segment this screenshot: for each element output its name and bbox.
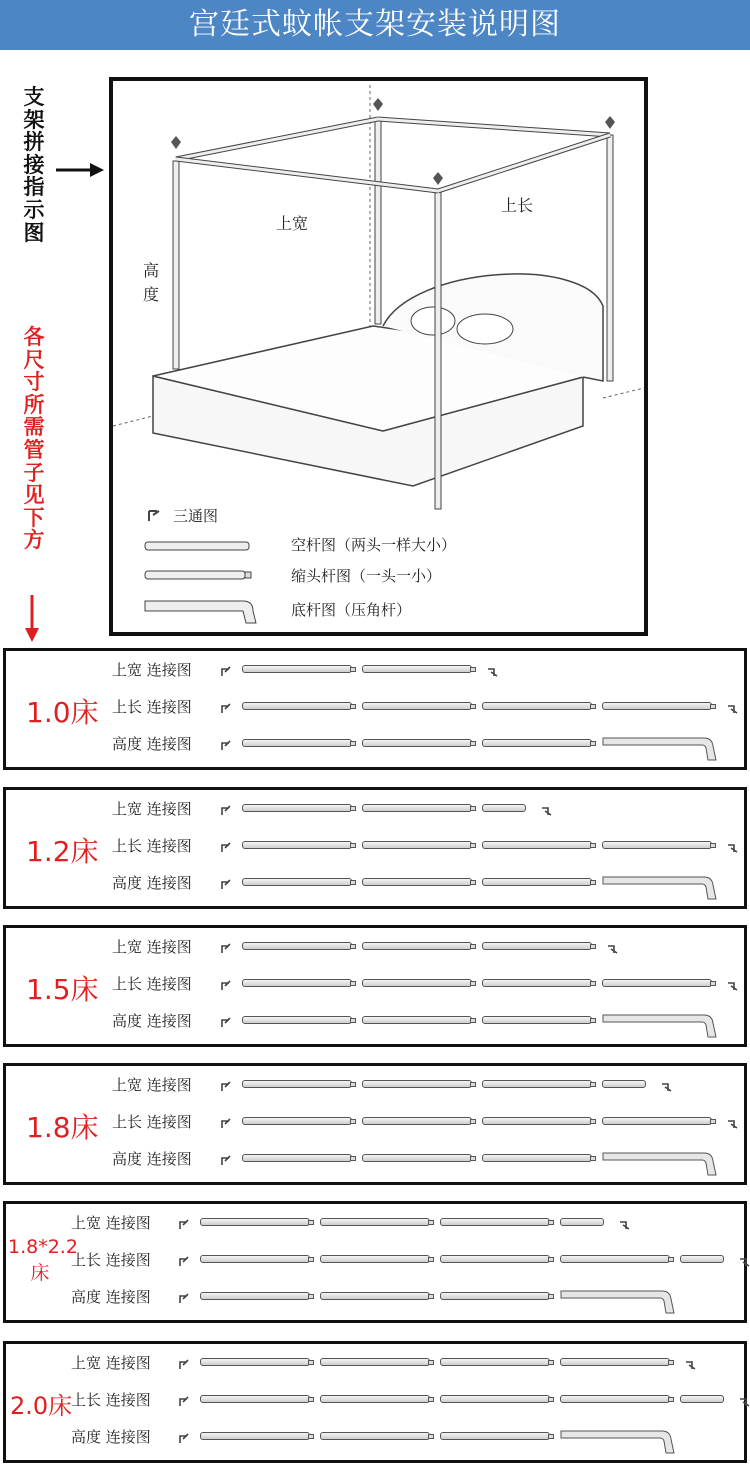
tube-tip <box>350 1119 356 1124</box>
tee-connector-icon <box>178 1216 190 1228</box>
plain-tube <box>482 739 592 747</box>
row-label-top-length: 上长 连接图 <box>71 1251 151 1269</box>
tee-icon <box>149 511 159 521</box>
tee-connector-icon <box>220 737 232 749</box>
row-label-top-width: 上宽 连接图 <box>112 661 192 679</box>
tube-tip <box>668 1257 674 1262</box>
plain-tube <box>362 1016 472 1024</box>
bottom-tube-icon <box>145 601 256 623</box>
tee-connector-icon <box>220 1152 232 1164</box>
plain-tube <box>362 841 472 849</box>
corner-connector-icon <box>726 839 738 851</box>
tube-tip <box>548 1397 554 1402</box>
tube-tip <box>350 843 356 848</box>
tube-tip <box>548 1257 554 1262</box>
row-label-height: 高度 连接图 <box>112 735 192 753</box>
tube-tip <box>428 1294 434 1299</box>
plain-tube <box>560 1395 670 1403</box>
header-banner <box>0 0 750 50</box>
tube-tip <box>350 667 356 672</box>
plain-tube <box>362 1154 472 1162</box>
label-top-width: 上宽 <box>276 214 309 233</box>
plain-tube <box>200 1292 310 1300</box>
tube-tip <box>308 1257 314 1262</box>
row-label-top-width: 上宽 连接图 <box>112 938 192 956</box>
plain-tube <box>200 1218 310 1226</box>
short-tube <box>680 1255 724 1263</box>
tube-tip <box>710 1119 716 1124</box>
plain-tube <box>242 942 352 950</box>
tee-connector-icon <box>220 1078 232 1090</box>
bottom-tube-icon <box>560 1289 668 1315</box>
size-section <box>3 648 747 770</box>
size-section <box>3 1201 747 1323</box>
row-label-top-width: 上宽 连接图 <box>112 1076 192 1094</box>
tee-connector-icon <box>178 1253 190 1265</box>
size-section <box>3 925 747 1047</box>
bed-size-label: 2.0床 <box>10 1392 73 1420</box>
label-height: 高度 <box>143 261 160 304</box>
plain-tube <box>320 1292 430 1300</box>
tube-tip <box>590 944 596 949</box>
plain-tube <box>320 1395 430 1403</box>
tube-tip <box>548 1360 554 1365</box>
plain-tube <box>242 702 352 710</box>
tube-tip <box>350 1156 356 1161</box>
tube-tip <box>428 1397 434 1402</box>
corner-connector-icon <box>684 1356 696 1368</box>
plain-tube <box>362 665 472 673</box>
tube-tip <box>548 1434 554 1439</box>
plain-tube <box>560 1358 670 1366</box>
row-label-top-width: 上宽 连接图 <box>112 800 192 818</box>
plain-tube <box>200 1255 310 1263</box>
tee-connector-icon <box>178 1430 190 1442</box>
bed-size-label: 1.8*2.2床 <box>8 1236 78 1284</box>
tee-connector-icon <box>220 839 232 851</box>
tube-tip <box>590 981 596 986</box>
plain-tube <box>320 1218 430 1226</box>
plain-tube <box>200 1395 310 1403</box>
tube-tip <box>350 1018 356 1023</box>
plain-tube <box>362 739 472 747</box>
tube-tip <box>548 1294 554 1299</box>
tube-tip <box>590 704 596 709</box>
tee-connector-icon <box>178 1290 190 1302</box>
sizes-note: 各尺寸所需管子见下方 <box>23 325 45 553</box>
tube-tip <box>470 741 476 746</box>
plain-tube <box>242 804 352 812</box>
row-label-top-length: 上长 连接图 <box>112 975 192 993</box>
bed-size-label: 1.5床 <box>26 973 99 1006</box>
plain-tube <box>362 1080 472 1088</box>
corner-connector-icon <box>738 1253 750 1265</box>
tube-tip <box>428 1257 434 1262</box>
plain-tube <box>242 739 352 747</box>
plain-tube <box>320 1432 430 1440</box>
bed-size-label: 1.0床 <box>26 696 99 729</box>
row-label-top-width: 上宽 连接图 <box>71 1214 151 1232</box>
bed-size-label: 1.2床 <box>26 835 99 868</box>
tube-tip <box>590 1018 596 1023</box>
plain-tube <box>440 1395 550 1403</box>
row-label-height: 高度 连接图 <box>112 1150 192 1168</box>
row-label-top-length: 上长 连接图 <box>71 1391 151 1409</box>
plain-tube-icon <box>145 542 249 550</box>
bottom-tube-icon <box>560 1429 668 1455</box>
tube-tip <box>470 843 476 848</box>
corner-connector-icon <box>726 700 738 712</box>
short-tube <box>602 1080 646 1088</box>
tube-tip <box>470 1082 476 1087</box>
corner-connector-icon <box>540 802 552 814</box>
plain-tube <box>242 1154 352 1162</box>
assembly-diagram-note: 支架拼接指示图 <box>23 85 45 245</box>
reduced-tube-icon <box>145 571 245 579</box>
tube-tip <box>710 704 716 709</box>
tube-tip <box>470 944 476 949</box>
tee-connector-icon <box>220 700 232 712</box>
plain-tube <box>242 665 352 673</box>
row-label-height: 高度 连接图 <box>71 1288 151 1306</box>
plain-tube <box>320 1255 430 1263</box>
plain-tube <box>242 878 352 886</box>
short-tube <box>482 804 526 812</box>
tube-tip <box>668 1397 674 1402</box>
tube-tip <box>590 843 596 848</box>
row-label-height: 高度 连接图 <box>112 874 192 892</box>
plain-tube <box>242 1080 352 1088</box>
size-section <box>3 787 747 909</box>
assembly-diagram <box>109 77 648 636</box>
plain-tube <box>482 1016 592 1024</box>
down-arrow-icon <box>25 595 39 642</box>
plain-tube <box>320 1358 430 1366</box>
tube-tip <box>308 1397 314 1402</box>
plain-tube <box>482 942 592 950</box>
row-label-height: 高度 连接图 <box>112 1012 192 1030</box>
tube-tip <box>590 1082 596 1087</box>
right-arrow-icon <box>56 163 104 177</box>
plain-tube <box>482 1154 592 1162</box>
label-top-length: 上长 <box>501 196 534 215</box>
bottom-tube-icon <box>602 1013 710 1039</box>
corner-connector-icon <box>738 1393 750 1405</box>
plain-tube <box>482 878 592 886</box>
plain-tube <box>482 1080 592 1088</box>
tube-tip <box>308 1294 314 1299</box>
tube-tip <box>350 1082 356 1087</box>
plain-tube <box>242 1117 352 1125</box>
side-arrows <box>0 0 110 650</box>
plain-tube <box>362 1117 472 1125</box>
tube-tip <box>470 667 476 672</box>
tube-tip <box>470 880 476 885</box>
tube-tip <box>710 843 716 848</box>
tube-tip <box>548 1220 554 1225</box>
legend-plain-tube: 空杆图（两头一样大小） <box>291 536 457 554</box>
tube-tip <box>308 1360 314 1365</box>
tube-tip <box>590 1119 596 1124</box>
tee-connector-icon <box>220 1014 232 1026</box>
tube-tip <box>470 806 476 811</box>
tube-tip <box>470 1119 476 1124</box>
tube-tip <box>428 1220 434 1225</box>
row-label-top-width: 上宽 连接图 <box>71 1354 151 1372</box>
plain-tube <box>440 1432 550 1440</box>
plain-tube <box>362 942 472 950</box>
corner-connector-icon <box>618 1216 630 1228</box>
plain-tube <box>362 804 472 812</box>
size-section <box>3 1063 747 1185</box>
tube-tip <box>470 1018 476 1023</box>
size-section <box>3 1341 747 1463</box>
legend-reduced-tube: 缩头杆图（一头一小） <box>291 567 442 585</box>
plain-tube <box>440 1218 550 1226</box>
plain-tube <box>602 702 712 710</box>
tube-tip <box>668 1360 674 1365</box>
tube-tip <box>308 1220 314 1225</box>
tube-tip <box>428 1434 434 1439</box>
plain-tube <box>602 979 712 987</box>
corner-connector-icon <box>660 1078 672 1090</box>
tube-tip <box>428 1360 434 1365</box>
tube-tip <box>590 1156 596 1161</box>
tube-tip <box>590 880 596 885</box>
plain-tube <box>362 878 472 886</box>
tube-tip <box>590 741 596 746</box>
row-label-top-length: 上长 连接图 <box>112 1113 192 1131</box>
tube-tip <box>710 981 716 986</box>
tube-tip <box>470 1156 476 1161</box>
legend-tee: 三通图 <box>173 507 219 525</box>
short-tube <box>680 1395 724 1403</box>
tee-connector-icon <box>220 940 232 952</box>
plain-tube <box>440 1358 550 1366</box>
plain-tube <box>602 1117 712 1125</box>
tube-tip <box>470 704 476 709</box>
plain-tube <box>560 1255 670 1263</box>
plain-tube <box>362 979 472 987</box>
bottom-tube-icon <box>602 875 710 901</box>
bed-size-label: 1.8床 <box>26 1111 99 1144</box>
page-title: 宫廷式蚊帐支架安装说明图 <box>189 7 561 42</box>
corner-connector-icon <box>606 940 618 952</box>
bottom-tube-icon <box>602 1151 710 1177</box>
tee-connector-icon <box>178 1356 190 1368</box>
plain-tube <box>200 1432 310 1440</box>
tee-connector-icon <box>220 663 232 675</box>
corner-connector-icon <box>486 663 498 675</box>
tube-tip <box>350 944 356 949</box>
corner-connector-icon <box>726 977 738 989</box>
plain-tube <box>482 702 592 710</box>
short-tube <box>560 1218 604 1226</box>
plain-tube <box>440 1292 550 1300</box>
legend-bottom-tube: 底杆图（压角杆） <box>291 601 412 619</box>
plain-tube <box>242 979 352 987</box>
tube-tip <box>350 704 356 709</box>
tee-connector-icon <box>220 802 232 814</box>
corner-connector-icon <box>726 1115 738 1127</box>
tube-tip <box>470 981 476 986</box>
tee-connector-icon <box>220 977 232 989</box>
plain-tube <box>200 1358 310 1366</box>
plain-tube <box>482 1117 592 1125</box>
plain-tube <box>482 841 592 849</box>
plain-tube <box>482 979 592 987</box>
plain-tube <box>602 841 712 849</box>
bottom-tube-icon <box>602 736 710 762</box>
row-label-top-length: 上长 连接图 <box>112 698 192 716</box>
plain-tube <box>362 702 472 710</box>
tube-tip <box>308 1434 314 1439</box>
tee-connector-icon <box>220 1115 232 1127</box>
tube-tip <box>350 981 356 986</box>
tube-tip <box>350 741 356 746</box>
tee-connector-icon <box>178 1393 190 1405</box>
tee-connector-icon <box>220 876 232 888</box>
row-label-height: 高度 连接图 <box>71 1428 151 1446</box>
tube-tip <box>350 880 356 885</box>
row-label-top-length: 上长 连接图 <box>112 837 192 855</box>
plain-tube <box>242 1016 352 1024</box>
tube-tip <box>350 806 356 811</box>
plain-tube <box>440 1255 550 1263</box>
plain-tube <box>242 841 352 849</box>
